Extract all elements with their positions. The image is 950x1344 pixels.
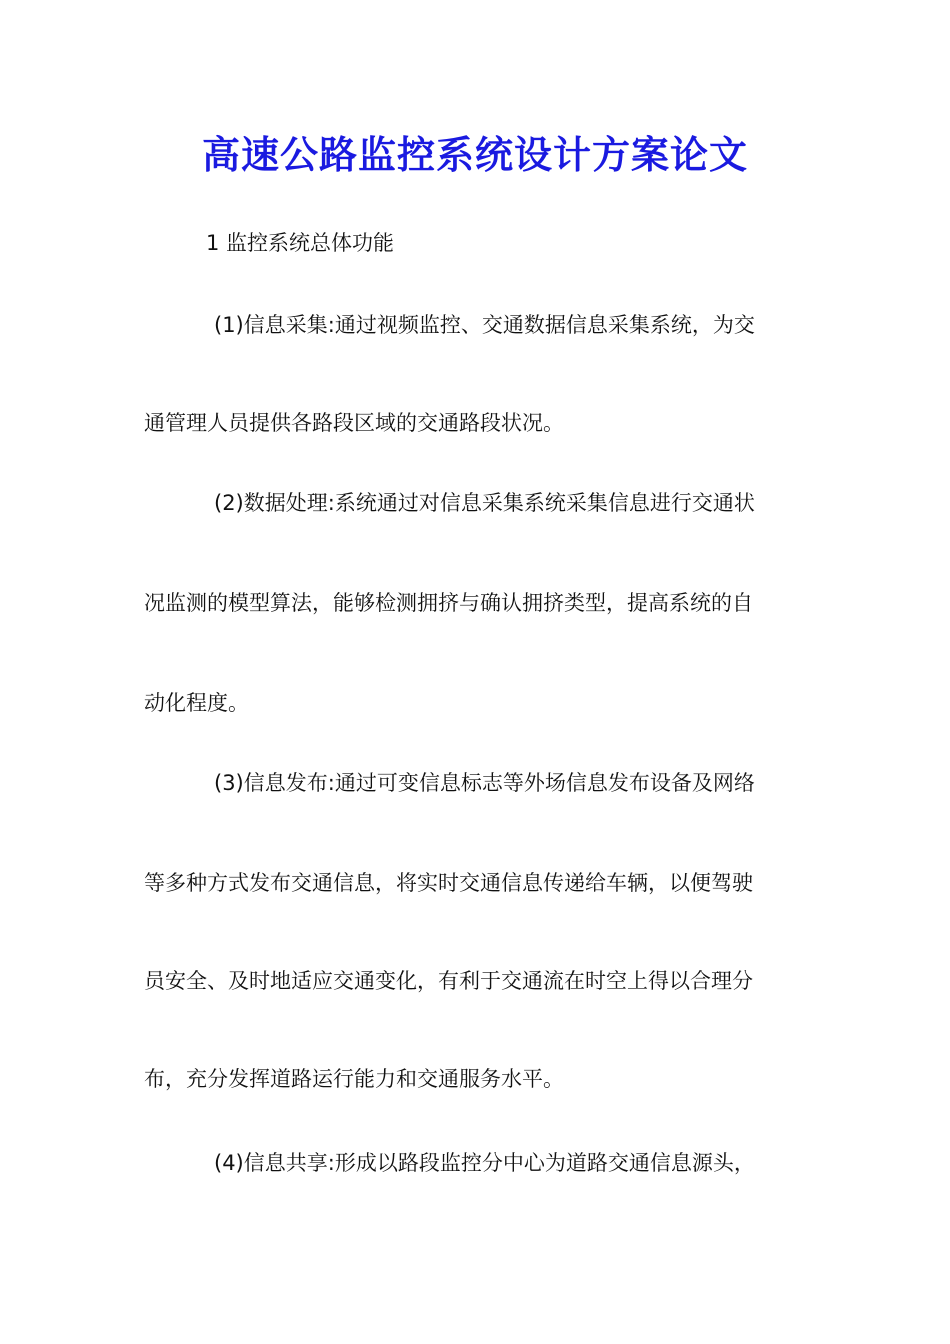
paragraph-line: 布，充分发挥道路运行能力和交通服务水平。 — [144, 1067, 564, 1091]
section-heading: 1 监控系统总体功能 — [206, 231, 395, 255]
paragraph-line: 况监测的模型算法，能够检测拥挤与确认拥挤类型，提高系统的自 — [144, 591, 753, 615]
paragraph-line: (1)信息采集:通过视频监控、交通数据信息采集系统，为交 — [214, 313, 755, 337]
paragraph-line: (4)信息共享:形成以路段监控分中心为道路交通信息源头， — [214, 1151, 755, 1175]
document-title: 高速公路监控系统设计方案论文 — [201, 132, 748, 177]
paragraph-line: 动化程度。 — [144, 691, 249, 715]
paragraph-line: 通管理人员提供各路段区域的交通路段状况。 — [144, 411, 564, 435]
paragraph-line: (3)信息发布:通过可变信息标志等外场信息发布设备及网络 — [214, 771, 755, 795]
paragraph-line: 等多种方式发布交通信息，将实时交通信息传递给车辆，以便驾驶 — [144, 871, 753, 895]
paragraph-line: 员安全、及时地适应交通变化，有利于交通流在时空上得以合理分 — [144, 969, 753, 993]
paragraph-line: (2)数据处理:系统通过对信息采集系统采集信息进行交通状 — [214, 491, 755, 515]
